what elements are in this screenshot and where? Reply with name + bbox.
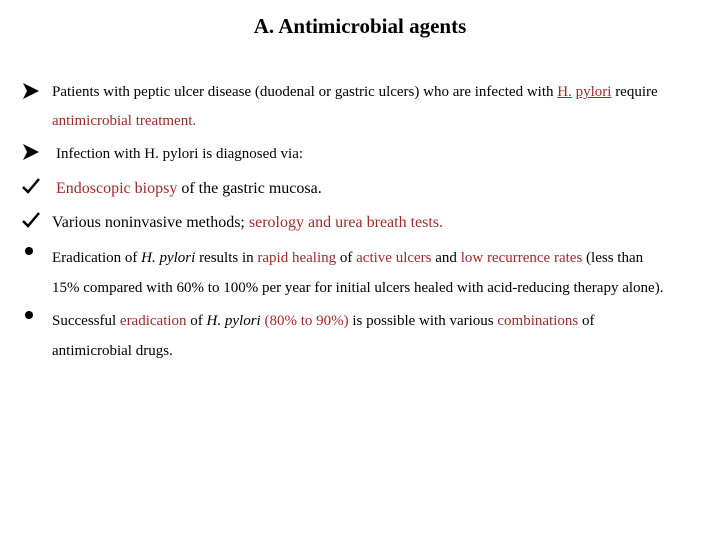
bullet-dot-icon bbox=[24, 246, 34, 256]
item-2-text: Infection with H. pylori is diagnosed via: bbox=[56, 146, 304, 162]
item-6-line-1: Successful eradication of H. pylori (80% to 90%) is possible with various combinations of bbox=[52, 313, 595, 329]
arrowhead-bullet-icon bbox=[22, 82, 40, 100]
item-5-line-2: 15% compared with 60% to 100% per year for initial ulcers healed with acid-reducing therapy alone). bbox=[52, 280, 664, 296]
item-6-line-2: antimicrobial drugs. bbox=[52, 343, 173, 359]
item-5-line-1: Eradication of H. pylori results in rapid healing of active ulcers and low recurrence rates (less than bbox=[52, 250, 644, 266]
bullet-dot-icon bbox=[24, 310, 34, 320]
item-4-text: Various noninvasive methods; serology and urea breath tests. bbox=[52, 214, 444, 231]
arrowhead-bullet-icon bbox=[22, 143, 40, 161]
item-1-line-1: Patients with peptic ulcer disease (duodenal or gastric ulcers) who are infected with H. pylori require bbox=[52, 84, 658, 100]
checkmark-icon bbox=[22, 211, 40, 229]
item-3-text: Endoscopic biopsy of the gastric mucosa. bbox=[56, 180, 322, 197]
checkmark-icon bbox=[22, 177, 40, 195]
slide-title: A. Antimicrobial agents bbox=[253, 14, 467, 38]
item-1-line-2: antimicrobial treatment. bbox=[52, 113, 197, 129]
